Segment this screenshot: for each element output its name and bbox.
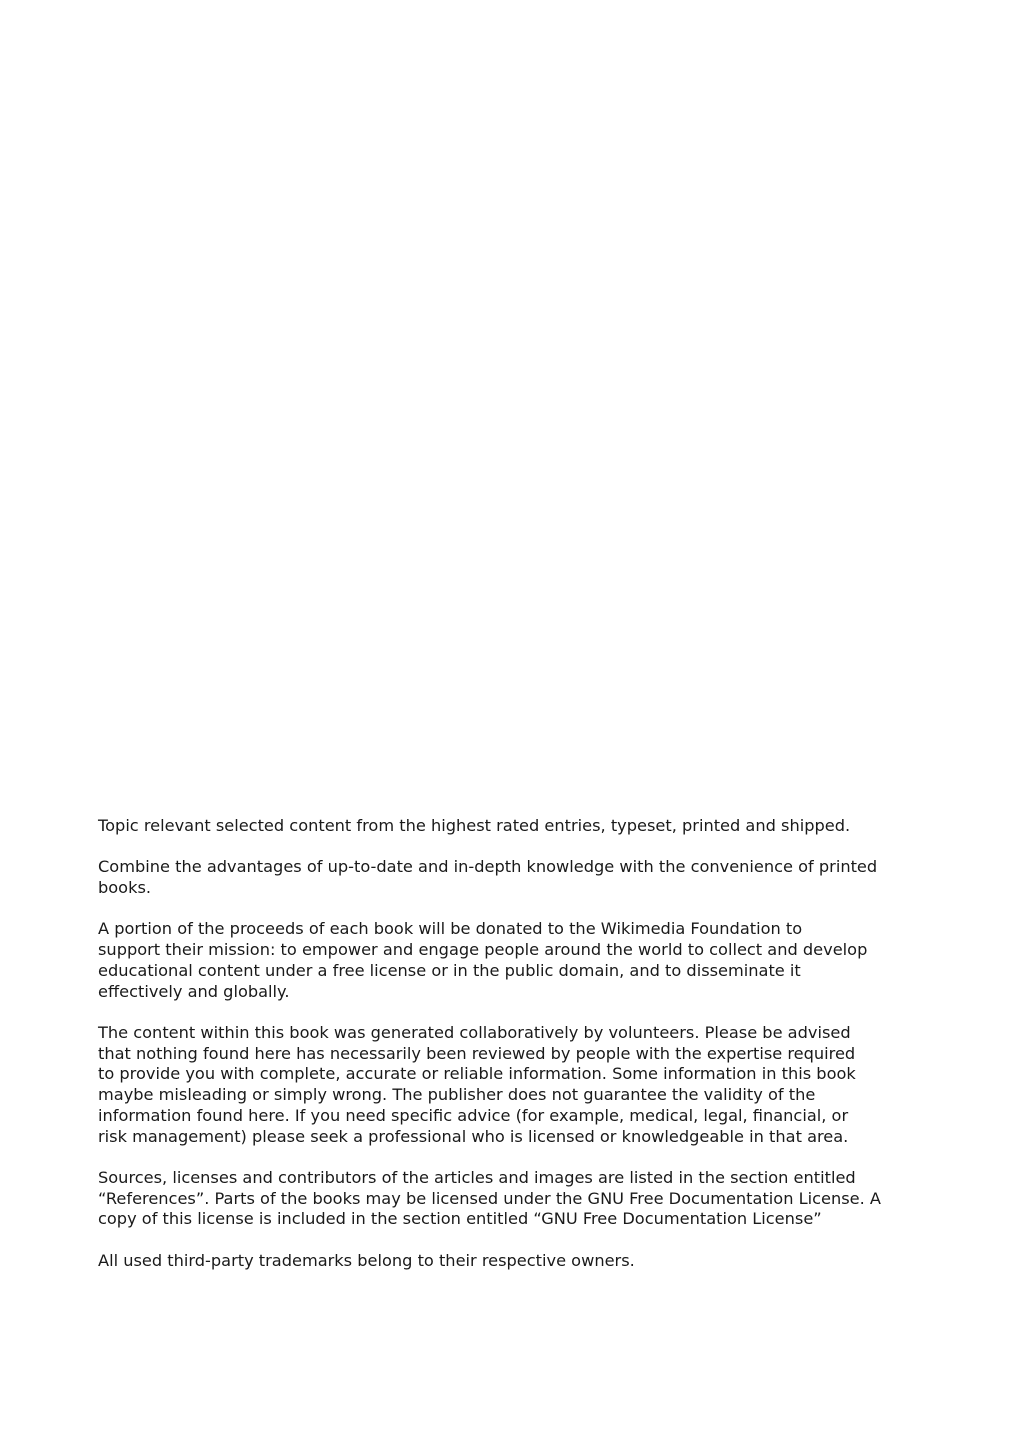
- paragraph-selected-content: Topic relevant selected content from the highest rated entries, typeset, printed and shipped.: [98, 816, 851, 835]
- paragraph-content-disclaimer: The content within this book was generated collaboratively by volunteers. Please be advised that nothing found here has necessarily been reviewed by people with the expertise required to provide you with complete, accurate or reliable information. Some information in this book maybe misleading or simply wrong. The publisher does not guarantee the validity of the information found here. If you need specific advice (for example, medical, legal, financial, or risk management) please seek a professional who is licensed or knowledgeable in that area.: [98, 1022, 856, 1146]
- paragraph-wikimedia-donation: A portion of the proceeds of each book will be donated to the Wikimedia Foundation to support their mission: to empower and engage people around the world to collect and develop educational content under a free license or in the public domain, and to disseminate it effectively and globally.: [98, 919, 868, 1001]
- paragraph-advantages: Combine the advantages of up-to-date and in-depth knowledge with the convenience of printed books.: [98, 857, 878, 898]
- disclaimer-text-block: [98, 816, 948, 1271]
- paragraph-sources-licenses: Sources, licenses and contributors of the articles and images are listed in the section entitled “References”. Parts of the books may be licensed under the GNU Free Documentation License. A copy of this license is included in the section entitled “GNU Free Documentation License”: [98, 1167, 881, 1229]
- paragraph-trademarks: All used third-party trademarks belong to their respective owners.: [98, 1250, 635, 1270]
